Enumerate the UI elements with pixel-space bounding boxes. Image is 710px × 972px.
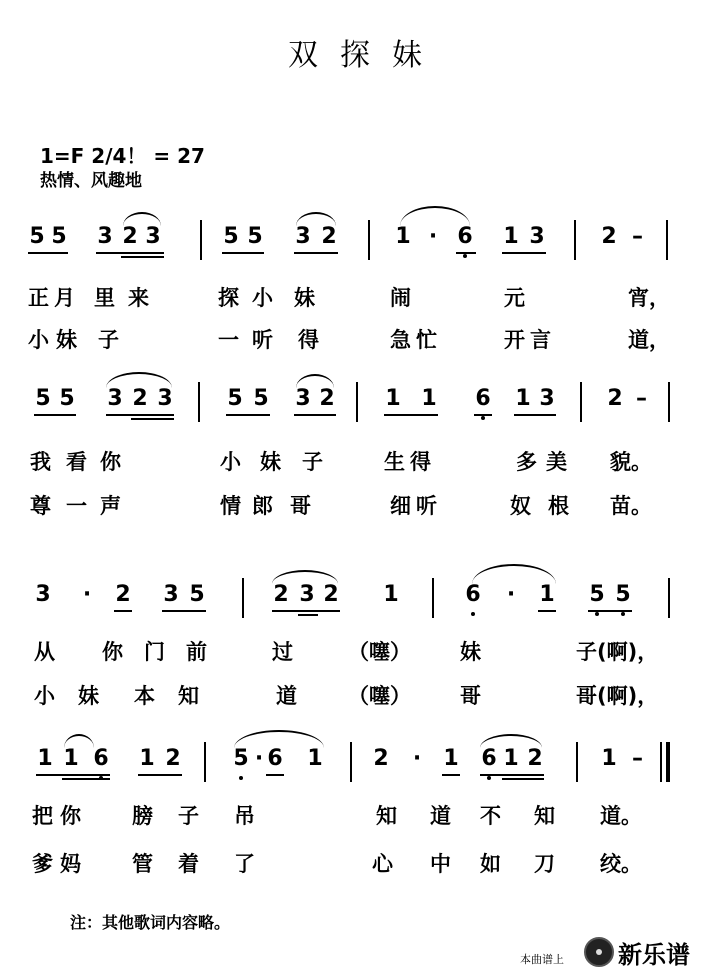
octave-dot — [463, 254, 467, 258]
note: 5 — [253, 386, 269, 411]
lyric: 哥 — [460, 684, 481, 708]
octave-dot — [621, 612, 625, 616]
lyric: 多 — [516, 450, 537, 474]
beam-underline — [272, 610, 340, 612]
lyric: 声 — [100, 494, 121, 518]
octave-dot — [595, 612, 599, 616]
bar-line — [204, 742, 206, 782]
lyric: 探 — [218, 286, 239, 310]
lyric: 妹 — [460, 640, 481, 664]
lyric: 妹 — [78, 684, 99, 708]
slur — [234, 730, 324, 748]
beam-underline — [226, 414, 270, 416]
note: 2 — [323, 582, 339, 607]
lyric: 一 — [66, 494, 87, 518]
bar-line — [668, 578, 670, 618]
lyric: 子 — [302, 450, 323, 474]
beam-underline — [34, 414, 76, 416]
note: 1 — [139, 746, 155, 771]
logo-prefix-text: 本曲谱上 — [520, 953, 564, 966]
lyric: 管 — [132, 852, 153, 876]
lyric: 中 — [430, 852, 451, 876]
beam-underline — [36, 774, 110, 776]
lyric: 过 — [272, 640, 293, 664]
note: 6 — [267, 746, 283, 771]
octave-dot — [239, 776, 243, 780]
note: 2 — [321, 224, 337, 249]
lyric: 道。 — [600, 804, 642, 828]
note: 3 — [295, 224, 311, 249]
note: 5 — [589, 582, 605, 607]
lyric: 尊 — [30, 494, 51, 518]
note: 5 — [189, 582, 205, 607]
note: 2 — [115, 582, 131, 607]
lyric: 膀 — [132, 804, 153, 828]
lyric: 我 — [30, 450, 51, 474]
lyric: 如 — [480, 852, 501, 876]
lyric: 言 — [530, 328, 551, 352]
lyric: 来 — [128, 286, 149, 310]
beam-underline — [384, 414, 438, 416]
lyric: 绞。 — [600, 852, 642, 876]
beam-underline — [456, 252, 476, 254]
note: 5 — [615, 582, 631, 607]
beam-underline — [298, 614, 318, 616]
note: 1 — [37, 746, 53, 771]
note: 3 — [163, 582, 179, 607]
note: 3 — [107, 386, 123, 411]
note: 6 — [481, 746, 497, 771]
lyric: 知 — [376, 804, 397, 828]
lyric: 爹 — [32, 852, 53, 876]
slur — [272, 570, 338, 584]
final-bar-thick — [666, 742, 670, 782]
beam-underline — [266, 774, 284, 776]
octave-dot — [471, 612, 475, 616]
note: 1 — [503, 746, 519, 771]
octave-dot — [481, 416, 485, 420]
lyric: 一 — [218, 328, 239, 352]
lyric: 着 — [178, 852, 199, 876]
note: 3 — [145, 224, 161, 249]
note: 2 — [527, 746, 543, 771]
beam-underline — [62, 778, 110, 780]
lyric: 你 — [102, 640, 123, 664]
final-bar-thin — [660, 742, 662, 782]
lyric: 急 — [390, 328, 411, 352]
beam-underline — [538, 610, 556, 612]
note: 3 — [539, 386, 555, 411]
lyric: 小 — [220, 450, 241, 474]
bar-line — [200, 220, 202, 260]
lyric: 子 — [98, 328, 119, 352]
note: 1 — [503, 224, 519, 249]
key-signature: 1=F 2/4！ = 27 — [40, 144, 205, 168]
beam-underline — [480, 774, 544, 776]
beam-underline — [222, 252, 264, 254]
lyric: 妹 — [294, 286, 315, 310]
lyric: 宵， — [628, 286, 670, 310]
beam-underline — [138, 774, 182, 776]
beam-underline — [502, 778, 544, 780]
beam-underline — [28, 252, 68, 254]
lyric: 妈 — [60, 852, 81, 876]
lyric: 苗。 — [610, 494, 652, 518]
beam-underline — [294, 252, 338, 254]
lyric: 道， — [628, 328, 670, 352]
lyric: 听 — [416, 494, 437, 518]
lyric: 里 — [94, 286, 115, 310]
lyric: 前 — [186, 640, 207, 664]
sustain-dash: – — [636, 386, 647, 411]
lyric: 从 — [34, 640, 55, 664]
slur — [296, 374, 334, 388]
lyric: 奴 — [510, 494, 531, 518]
note: 3 — [97, 224, 113, 249]
note: 6 — [465, 582, 481, 607]
note: 6 — [457, 224, 473, 249]
note: 3 — [35, 582, 51, 607]
dot-extension: · — [412, 746, 422, 771]
note: 2 — [165, 746, 181, 771]
lyric: 忙 — [416, 328, 437, 352]
lyric: （噻） — [348, 684, 411, 708]
beam-underline — [131, 418, 174, 420]
bar-line — [242, 578, 244, 618]
lyric: 小 — [252, 286, 273, 310]
lyric: 小 — [34, 684, 55, 708]
lyric: 知 — [178, 684, 199, 708]
lyric: 郎 — [252, 494, 273, 518]
note: 1 — [307, 746, 323, 771]
beam-underline — [502, 252, 546, 254]
lyric: 情 — [220, 494, 241, 518]
lyric: 你 — [60, 804, 81, 828]
note: 1 — [539, 582, 555, 607]
lyric: 妹 — [260, 450, 281, 474]
tempo-marking: 热情、风趣地 — [40, 171, 142, 191]
dot-extension: · — [82, 582, 92, 607]
bar-line — [432, 578, 434, 618]
lyric: 美 — [546, 450, 567, 474]
bar-line — [368, 220, 370, 260]
beam-underline — [588, 610, 632, 612]
lyric: 细 — [390, 494, 411, 518]
lyric: 听 — [252, 328, 273, 352]
note: 2 — [319, 386, 335, 411]
sustain-dash: – — [632, 746, 643, 771]
beam-underline — [121, 256, 164, 258]
lyric: 道 — [430, 804, 451, 828]
lyric: 吊 — [234, 804, 255, 828]
slur — [472, 564, 556, 584]
bar-line — [350, 742, 352, 782]
lyric: 知 — [534, 804, 555, 828]
beam-underline — [106, 414, 174, 416]
note: 1 — [443, 746, 459, 771]
note: 5 — [51, 224, 67, 249]
lyric: 生 — [384, 450, 405, 474]
footnote: 注：其他歌词内容略。 — [70, 913, 231, 932]
beam-underline — [162, 610, 206, 612]
bar-line — [356, 382, 358, 422]
lyric: 小 — [28, 328, 49, 352]
lyric: 子(啊)， — [576, 640, 659, 664]
lyric: 元 — [504, 286, 525, 310]
note: · — [428, 224, 438, 249]
slur — [296, 212, 336, 226]
beam-underline — [96, 252, 164, 254]
beam-underline — [474, 414, 492, 416]
lyric: 你 — [100, 450, 121, 474]
lyric: 不 — [480, 804, 501, 828]
note: 1 — [63, 746, 79, 771]
lyric: 根 — [548, 494, 569, 518]
lyric: 月 — [54, 286, 75, 310]
note: 2 — [601, 224, 617, 249]
lyric: 正 — [28, 286, 49, 310]
lyric: 得 — [298, 328, 319, 352]
slur — [400, 206, 470, 226]
lyric: 本 — [134, 684, 155, 708]
lyric: 开 — [504, 328, 525, 352]
dot-extension: · — [254, 746, 264, 771]
note: 1 — [421, 386, 437, 411]
note: 2 — [373, 746, 389, 771]
note: 5 — [35, 386, 51, 411]
note: 1 — [395, 224, 411, 249]
note: 5 — [227, 386, 243, 411]
lyric: 门 — [144, 640, 165, 664]
note: 5 — [59, 386, 75, 411]
note: 5 — [223, 224, 239, 249]
slur — [64, 734, 94, 748]
bar-line — [668, 382, 670, 422]
note: 3 — [295, 386, 311, 411]
lyric: 刀 — [534, 852, 555, 876]
bar-line — [580, 382, 582, 422]
lyric: 心 — [372, 852, 393, 876]
note: 3 — [299, 582, 315, 607]
note: 2 — [132, 386, 148, 411]
note: 2 — [273, 582, 289, 607]
bar-line — [576, 742, 578, 782]
note: 1 — [383, 582, 399, 607]
note: 5 — [29, 224, 45, 249]
note: 6 — [93, 746, 109, 771]
beam-underline — [294, 414, 336, 416]
note: 1 — [385, 386, 401, 411]
note: 6 — [475, 386, 491, 411]
note: 3 — [529, 224, 545, 249]
lyric: 貌。 — [610, 450, 652, 474]
lyric: 哥(啊)， — [576, 684, 659, 708]
lyric: 把 — [32, 804, 53, 828]
lyric: 看 — [66, 450, 87, 474]
bar-line — [198, 382, 200, 422]
slur — [106, 372, 172, 388]
bar-line — [574, 220, 576, 260]
bar-line — [666, 220, 668, 260]
beam-underline — [514, 414, 556, 416]
note: 5 — [247, 224, 263, 249]
lyric: 了 — [234, 852, 255, 876]
lyric: 得 — [410, 450, 431, 474]
lyric: 子 — [178, 804, 199, 828]
note: 5 — [233, 746, 249, 771]
lyric: 道 — [276, 684, 297, 708]
lyric: 哥 — [290, 494, 311, 518]
note: 2 — [607, 386, 623, 411]
lyric: （噻） — [348, 640, 411, 664]
beam-underline — [114, 610, 132, 612]
octave-dot — [487, 776, 491, 780]
note: 2 — [122, 224, 138, 249]
lyric: 闹 — [390, 286, 411, 310]
note: 1 — [601, 746, 617, 771]
lyric: 妹 — [56, 328, 77, 352]
slur — [123, 212, 161, 226]
dot-extension: · — [506, 582, 516, 607]
note: 3 — [157, 386, 173, 411]
logo-name: 新乐谱 — [618, 941, 690, 969]
song-title: 双探妹 — [288, 38, 444, 73]
sustain-dash: – — [632, 224, 643, 249]
beam-underline — [442, 774, 460, 776]
record-disc-icon — [584, 937, 614, 967]
slur — [480, 734, 542, 748]
note: 1 — [515, 386, 531, 411]
